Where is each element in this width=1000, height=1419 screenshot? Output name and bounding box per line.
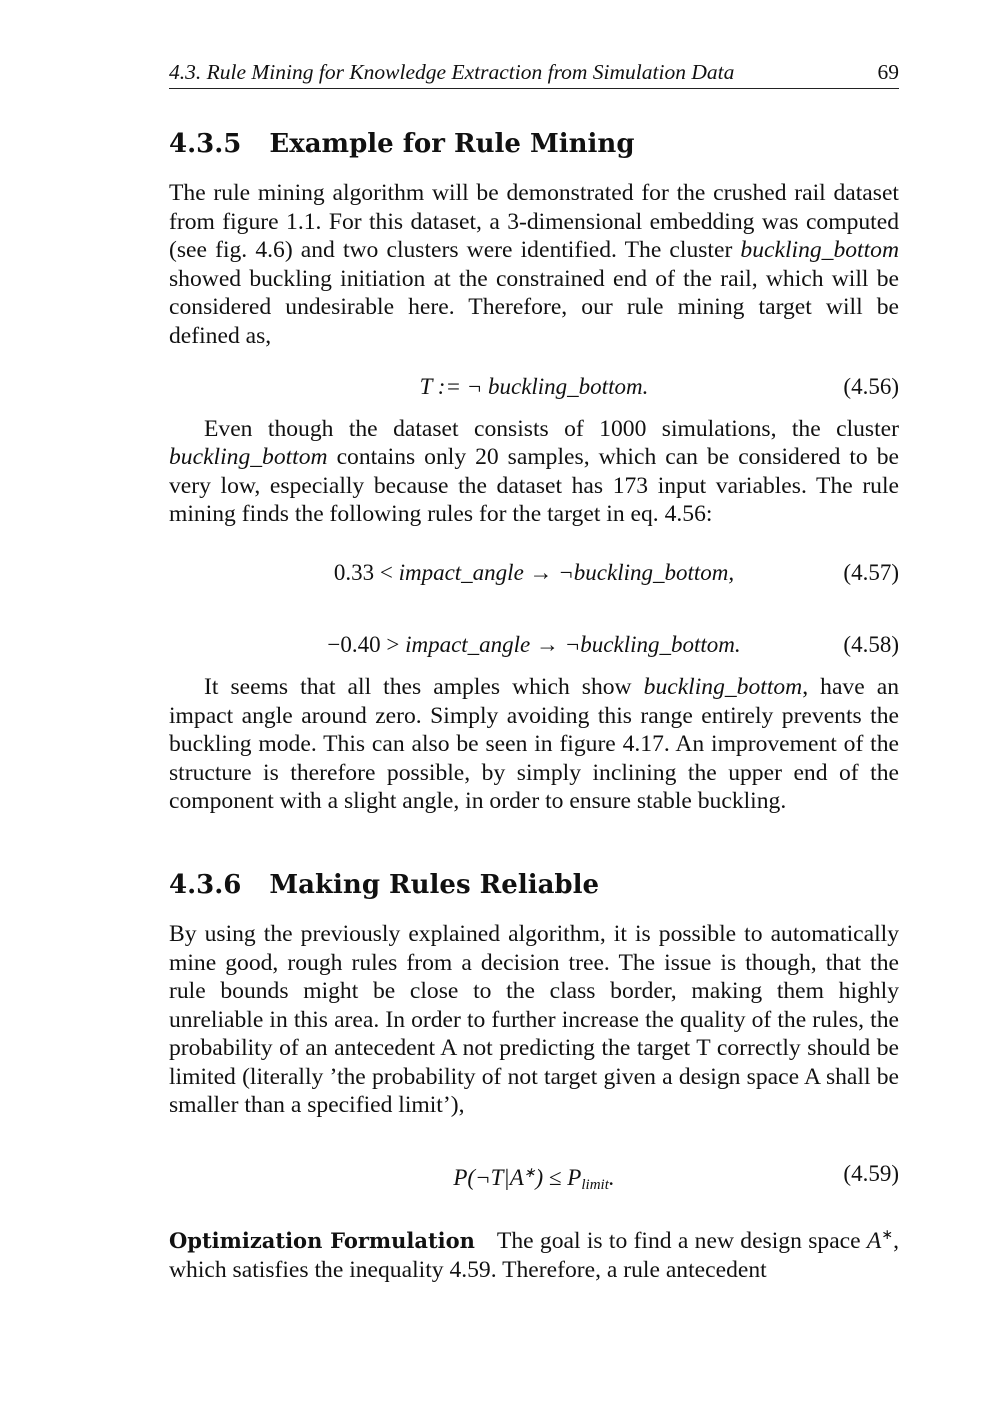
equation-math xyxy=(169,631,899,659)
equation-math xyxy=(169,1160,899,1199)
text-run: Even though the dataset consists of 1000 simulations, the cluster xyxy=(204,415,899,442)
section-title: Example for Rule Mining xyxy=(269,129,635,159)
text-run: , which satisfies the inequality 4.59. Therefore, a rule antecedent xyxy=(169,1227,899,1283)
paragraph xyxy=(169,179,899,351)
italic-term: buckling_bottom xyxy=(740,237,899,264)
math-subscript: limit xyxy=(581,1177,609,1194)
paragraph xyxy=(169,1222,899,1284)
equation-math: T := ¬ buckling_bottom. xyxy=(419,373,649,399)
text-run: The goal is to find a new design space xyxy=(496,1227,867,1254)
math-part: P(¬T|A xyxy=(453,1165,524,1191)
equation-4-56 xyxy=(169,373,899,401)
math-superscript: ∗ xyxy=(881,1228,894,1244)
equation-lhs: 0.33 < xyxy=(333,559,393,585)
italic-term: buckling_bottom xyxy=(169,444,328,471)
math-part: ) ≤ P xyxy=(535,1165,582,1191)
running-header xyxy=(169,60,899,89)
section-heading-4-3-6 xyxy=(169,869,899,900)
section-number: 4.3.6 xyxy=(169,869,242,900)
header-title: 4.3. Rule Mining for Knowledge Extraction from Simulation Data xyxy=(169,60,735,84)
equation-number: (4.59) xyxy=(843,1161,899,1187)
paragraph xyxy=(169,673,899,816)
runin-heading: Optimization Formulation xyxy=(169,1227,475,1253)
text-run: The rule mining algorithm will be demonstrated for the crushed rail dataset from figure 1.1. For this dataset, a 3-dimensional embedding was computed (see fig. 4.6) and two clusters were identified. The cluster xyxy=(169,180,899,264)
equation-number: (4.56) xyxy=(843,373,899,399)
section-heading-4-3-5 xyxy=(169,131,899,157)
paragraph: By using the previously explained algorithm, it is possible to automatically mine good, rough rules from a decision tree. The issue is though, that the rule bounds might be close to the class border, making them highly unreliable in this area. In order to further increase the quality of the rules, the probability of an antecedent A not predicting the target T correctly should be limited (literally ’the probability of not target given a design space A shall be smaller than a specified limit’), xyxy=(169,920,899,1119)
equation-lhs: −0.40 > xyxy=(327,631,400,657)
equation-4-59 xyxy=(169,1160,899,1194)
page-number: 69 xyxy=(877,60,899,84)
equation-number: (4.57) xyxy=(843,559,899,585)
equation-rhs: impact_angle → ¬buckling_bottom. xyxy=(405,631,741,657)
section-number: 4.3.5 xyxy=(169,129,242,159)
math-superscript: ∗ xyxy=(523,1166,536,1182)
text-run: , have an impact angle around zero. Simply avoiding this range entirely prevents the buckling mode. This can also be seen in figure 4.17. An improvement of the structure is therefore possible, by simply inclining the upper end of the component with a slight angle, in order to ensure stable buckling. xyxy=(169,673,899,815)
equation-math xyxy=(169,559,899,587)
equation-number: (4.58) xyxy=(843,631,899,657)
equation-4-57 xyxy=(169,559,899,587)
text-run: showed buckling initiation at the constrained end of the rail, which will be considered undesirable here. Therefore, our rule mining target will be defined as, xyxy=(169,265,899,349)
italic-term: buckling_bottom xyxy=(643,673,803,700)
math-part: . xyxy=(608,1165,615,1191)
math-inline: A xyxy=(866,1227,882,1254)
section-title: Making Rules Reliable xyxy=(269,869,600,900)
equation-rhs: impact_angle → ¬buckling_bottom, xyxy=(398,559,735,585)
page xyxy=(169,60,899,1284)
paragraph xyxy=(169,415,899,529)
text-run: contains only 20 samples, which can be considered to be very low, especially because the dataset has 173 input variables. The rule mining finds the following rules for the target in eq. 4.56: xyxy=(169,444,899,528)
text-run: It seems that all thes amples which show xyxy=(204,673,644,700)
equation-4-58 xyxy=(169,631,899,659)
